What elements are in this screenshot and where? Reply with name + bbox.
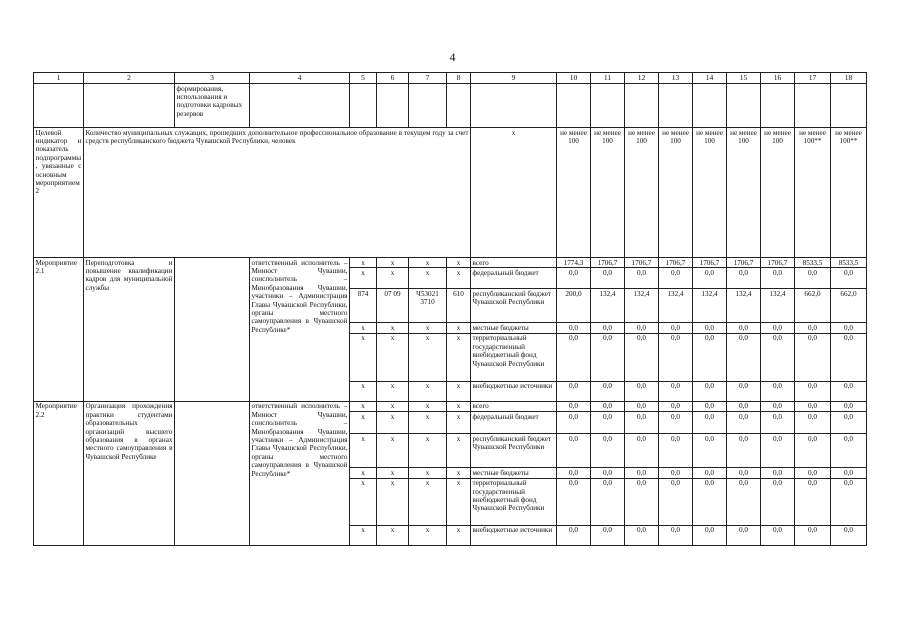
amount-value: 1706,7 bbox=[625, 258, 659, 268]
target-item-code: х bbox=[409, 412, 447, 434]
amount-value: 0,0 bbox=[831, 412, 867, 434]
amount-value: 0,0 bbox=[693, 468, 727, 478]
empty-cell bbox=[409, 84, 447, 128]
expense-type-code: х bbox=[447, 258, 471, 268]
funding-source: федеральный бюджет bbox=[471, 412, 557, 434]
expense-type-code: х bbox=[447, 478, 471, 525]
expense-type-code: х bbox=[447, 268, 471, 289]
section-code: х bbox=[377, 412, 409, 434]
amount-value: 0,0 bbox=[727, 381, 761, 401]
funding-source: внебюджетные источники bbox=[471, 381, 557, 401]
amount-value: 0,0 bbox=[557, 323, 591, 333]
funding-source: местные бюджеты bbox=[471, 468, 557, 478]
target-item-code: х bbox=[409, 333, 447, 381]
expense-type-code: 610 bbox=[447, 289, 471, 323]
expense-type-code: х bbox=[447, 333, 471, 381]
funding-source: всего bbox=[471, 401, 557, 411]
amount-value: 0,0 bbox=[625, 323, 659, 333]
amount-value: 0,0 bbox=[727, 401, 761, 411]
amount-value: 0,0 bbox=[761, 478, 795, 525]
amount-value: 0,0 bbox=[557, 268, 591, 289]
empty-cell bbox=[377, 84, 409, 128]
amount-value: 0,0 bbox=[795, 401, 831, 411]
section-code: 07 09 bbox=[377, 289, 409, 323]
grbs-code: х bbox=[350, 478, 377, 525]
indicator-value: не менее 100** bbox=[831, 128, 867, 258]
amount-value: 0,0 bbox=[591, 478, 625, 525]
section-code: х bbox=[377, 478, 409, 525]
empty-cell bbox=[761, 84, 795, 128]
amount-value: 0,0 bbox=[659, 401, 693, 411]
amount-value: 0,0 bbox=[795, 268, 831, 289]
amount-value: 0,0 bbox=[761, 333, 795, 381]
funding-source: местные бюджеты bbox=[471, 323, 557, 333]
grbs-code: х bbox=[350, 525, 377, 545]
funding-source: территориальный государственный внебюджетный фонд Чувашской Республики bbox=[471, 333, 557, 381]
empty-cell bbox=[84, 84, 175, 128]
amount-value: 132,4 bbox=[659, 289, 693, 323]
amount-value: 0,0 bbox=[659, 381, 693, 401]
expense-type-code: х bbox=[447, 323, 471, 333]
amount-value: 662,0 bbox=[831, 289, 867, 323]
amount-value: 0,0 bbox=[831, 333, 867, 381]
column-number: 6 bbox=[377, 73, 409, 84]
amount-value: 1706,7 bbox=[591, 258, 625, 268]
column-number: 11 bbox=[591, 73, 625, 84]
amount-value: 0,0 bbox=[625, 478, 659, 525]
indicator-text: Количество муниципальных служащих, прошедших дополнительное профессиональное образование в текущем году за счет средств республиканского бюджета Чувашской Республики, человек bbox=[84, 128, 471, 258]
amount-value: 0,0 bbox=[591, 323, 625, 333]
empty-cell bbox=[795, 84, 831, 128]
expense-type-code: х bbox=[447, 381, 471, 401]
amount-value: 0,0 bbox=[727, 412, 761, 434]
amount-value: 0,0 bbox=[831, 525, 867, 545]
measure-executor: ответственный исполнитель – Минюст Чувашии, соисполнитель – Минобразования Чувашии, участники – Администрация Главы Чувашской Республики, органы местного самоуправления в Чувашской Республике* bbox=[250, 258, 350, 402]
section-code: х bbox=[377, 468, 409, 478]
amount-value: 0,0 bbox=[625, 401, 659, 411]
budget-table bbox=[33, 72, 867, 546]
column-number: 9 bbox=[471, 73, 557, 84]
amount-value: 0,0 bbox=[625, 434, 659, 468]
amount-value: 1706,7 bbox=[727, 258, 761, 268]
grbs-code: х bbox=[350, 468, 377, 478]
empty-cell bbox=[447, 84, 471, 128]
column-number: 5 bbox=[350, 73, 377, 84]
target-item-code: х bbox=[409, 323, 447, 333]
amount-value: 0,0 bbox=[795, 468, 831, 478]
amount-value: 0,0 bbox=[659, 323, 693, 333]
empty-cell bbox=[557, 84, 591, 128]
amount-value: 0,0 bbox=[625, 268, 659, 289]
amount-value: 0,0 bbox=[625, 412, 659, 434]
amount-value: 0,0 bbox=[693, 333, 727, 381]
amount-value: 0,0 bbox=[795, 323, 831, 333]
indicator-value: не менее 100 bbox=[557, 128, 591, 258]
empty-cell bbox=[471, 84, 557, 128]
section-code: х bbox=[377, 381, 409, 401]
amount-value: 132,4 bbox=[727, 289, 761, 323]
funding-source: территориальный государственный внебюджетный фонд Чувашской Республики bbox=[471, 478, 557, 525]
section-code: х bbox=[377, 401, 409, 411]
grbs-code: 874 bbox=[350, 289, 377, 323]
amount-value: 0,0 bbox=[795, 333, 831, 381]
amount-value: 0,0 bbox=[557, 434, 591, 468]
measure-id: Мероприятие 2.1 bbox=[34, 258, 84, 402]
amount-value: 0,0 bbox=[557, 468, 591, 478]
grbs-code: х bbox=[350, 401, 377, 411]
amount-value: 0,0 bbox=[659, 478, 693, 525]
empty-cell bbox=[175, 258, 250, 402]
empty-cell bbox=[175, 401, 250, 545]
measure-name: Переподготовка и повышение квалификации кадров для муниципальной службы bbox=[84, 258, 175, 402]
amount-value: 1706,7 bbox=[659, 258, 693, 268]
amount-value: 0,0 bbox=[761, 401, 795, 411]
amount-value: 0,0 bbox=[727, 268, 761, 289]
amount-value: 1706,7 bbox=[761, 258, 795, 268]
amount-value: 0,0 bbox=[591, 401, 625, 411]
indicator-source: х bbox=[471, 128, 557, 258]
grbs-code: х bbox=[350, 258, 377, 268]
funding-source: республиканский бюджет Чувашской Республики bbox=[471, 289, 557, 323]
column-number: 16 bbox=[761, 73, 795, 84]
amount-value: 0,0 bbox=[591, 333, 625, 381]
expense-type-code: х bbox=[447, 412, 471, 434]
amount-value: 0,0 bbox=[831, 268, 867, 289]
target-item-code: х bbox=[409, 525, 447, 545]
expense-type-code: х bbox=[447, 525, 471, 545]
funding-source: республиканский бюджет Чувашской Республики bbox=[471, 434, 557, 468]
target-item-code: х bbox=[409, 268, 447, 289]
column-number-row bbox=[34, 73, 867, 84]
amount-value: 0,0 bbox=[761, 412, 795, 434]
amount-value: 0,0 bbox=[693, 381, 727, 401]
target-item-code: х bbox=[409, 434, 447, 468]
amount-value: 8533,5 bbox=[831, 258, 867, 268]
empty-cell bbox=[831, 84, 867, 128]
indicator-value: не менее 100 bbox=[693, 128, 727, 258]
column-number: 15 bbox=[727, 73, 761, 84]
column-number: 10 bbox=[557, 73, 591, 84]
funding-source: федеральный бюджет bbox=[471, 268, 557, 289]
column-number: 2 bbox=[84, 73, 175, 84]
empty-cell bbox=[625, 84, 659, 128]
grbs-code: х bbox=[350, 333, 377, 381]
funding-source: внебюджетные источники bbox=[471, 525, 557, 545]
amount-value: 0,0 bbox=[795, 381, 831, 401]
amount-value: 0,0 bbox=[693, 525, 727, 545]
expense-type-code: х bbox=[447, 401, 471, 411]
amount-value: 0,0 bbox=[693, 268, 727, 289]
amount-value: 0,0 bbox=[761, 268, 795, 289]
indicator-value: не менее 100 bbox=[659, 128, 693, 258]
amount-value: 0,0 bbox=[727, 468, 761, 478]
amount-value: 0,0 bbox=[625, 381, 659, 401]
empty-cell bbox=[727, 84, 761, 128]
measure-row bbox=[34, 401, 867, 411]
indicator-value: не менее 100** bbox=[795, 128, 831, 258]
grbs-code: х bbox=[350, 381, 377, 401]
expense-type-code: х bbox=[447, 434, 471, 468]
amount-value: 0,0 bbox=[557, 478, 591, 525]
amount-value: 0,0 bbox=[761, 468, 795, 478]
amount-value: 0,0 bbox=[591, 434, 625, 468]
amount-value: 0,0 bbox=[727, 525, 761, 545]
amount-value: 0,0 bbox=[831, 323, 867, 333]
column-number: 1 bbox=[34, 73, 84, 84]
amount-value: 0,0 bbox=[831, 434, 867, 468]
target-item-code: х bbox=[409, 478, 447, 525]
amount-value: 0,0 bbox=[831, 478, 867, 525]
measure-name: Организация прохождения практики студентами образовательных организаций высшего образования в органах местного самоуправления в Чувашской Республике bbox=[84, 401, 175, 545]
column-number: 4 bbox=[250, 73, 350, 84]
expense-type-code: х bbox=[447, 468, 471, 478]
grbs-code: х bbox=[350, 412, 377, 434]
target-item-code: х bbox=[409, 258, 447, 268]
amount-value: 0,0 bbox=[557, 525, 591, 545]
amount-value: 0,0 bbox=[795, 478, 831, 525]
measure-executor: ответственный исполнитель – Минюст Чувашии, соисполнитель – Минобразования Чувашии, участники – Администрация Главы Чувашской Республики, органы местного самоуправления в Чувашской Республике* bbox=[250, 401, 350, 545]
amount-value: 0,0 bbox=[625, 333, 659, 381]
amount-value: 1774,3 bbox=[557, 258, 591, 268]
amount-value: 0,0 bbox=[625, 468, 659, 478]
column-number: 14 bbox=[693, 73, 727, 84]
empty-cell bbox=[693, 84, 727, 128]
continuation-text: формирования, использования и подготовки кадровых резервов bbox=[175, 84, 250, 128]
amount-value: 200,0 bbox=[557, 289, 591, 323]
target-item-code: х bbox=[409, 468, 447, 478]
section-code: х bbox=[377, 333, 409, 381]
funding-source: всего bbox=[471, 258, 557, 268]
amount-value: 0,0 bbox=[557, 401, 591, 411]
grbs-code: х bbox=[350, 323, 377, 333]
amount-value: 0,0 bbox=[591, 412, 625, 434]
indicator-value: не менее 100 bbox=[727, 128, 761, 258]
amount-value: 0,0 bbox=[557, 381, 591, 401]
amount-value: 132,4 bbox=[693, 289, 727, 323]
amount-value: 0,0 bbox=[659, 333, 693, 381]
amount-value: 8533,5 bbox=[795, 258, 831, 268]
amount-value: 0,0 bbox=[659, 468, 693, 478]
grbs-code: х bbox=[350, 434, 377, 468]
measure-id: Мероприятие 2.2 bbox=[34, 401, 84, 545]
amount-value: 0,0 bbox=[727, 478, 761, 525]
amount-value: 0,0 bbox=[761, 381, 795, 401]
amount-value: 0,0 bbox=[727, 434, 761, 468]
indicator-value: не менее 100 bbox=[761, 128, 795, 258]
amount-value: 0,0 bbox=[659, 412, 693, 434]
indicator-value: не менее 100 bbox=[625, 128, 659, 258]
amount-value: 0,0 bbox=[659, 434, 693, 468]
section-code: х bbox=[377, 323, 409, 333]
amount-value: 132,4 bbox=[591, 289, 625, 323]
amount-value: 0,0 bbox=[761, 323, 795, 333]
amount-value: 0,0 bbox=[761, 434, 795, 468]
column-number: 18 bbox=[831, 73, 867, 84]
amount-value: 0,0 bbox=[591, 525, 625, 545]
amount-value: 0,0 bbox=[659, 525, 693, 545]
section-code: х bbox=[377, 268, 409, 289]
amount-value: 0,0 bbox=[831, 468, 867, 478]
empty-cell bbox=[659, 84, 693, 128]
continuation-row bbox=[34, 84, 867, 128]
target-item-code: Ч53021 3710 bbox=[409, 289, 447, 323]
indicator-row bbox=[34, 128, 867, 258]
amount-value: 0,0 bbox=[761, 525, 795, 545]
column-number: 8 bbox=[447, 73, 471, 84]
empty-cell bbox=[350, 84, 377, 128]
column-number: 7 bbox=[409, 73, 447, 84]
amount-value: 0,0 bbox=[795, 434, 831, 468]
target-item-code: х bbox=[409, 381, 447, 401]
indicator-label: Целевой индикатор и показатель подпрограммы, увязанные с основным мероприятием 2 bbox=[34, 128, 84, 258]
amount-value: 1706,7 bbox=[693, 258, 727, 268]
indicator-value: не менее 100 bbox=[591, 128, 625, 258]
amount-value: 0,0 bbox=[557, 333, 591, 381]
amount-value: 0,0 bbox=[831, 381, 867, 401]
amount-value: 0,0 bbox=[591, 381, 625, 401]
section-code: х bbox=[377, 258, 409, 268]
amount-value: 132,4 bbox=[761, 289, 795, 323]
amount-value: 662,0 bbox=[795, 289, 831, 323]
grbs-code: х bbox=[350, 268, 377, 289]
section-code: х bbox=[377, 525, 409, 545]
target-item-code: х bbox=[409, 401, 447, 411]
amount-value: 0,0 bbox=[557, 412, 591, 434]
amount-value: 0,0 bbox=[659, 268, 693, 289]
amount-value: 0,0 bbox=[625, 525, 659, 545]
amount-value: 0,0 bbox=[693, 323, 727, 333]
page-number: 4 bbox=[449, 50, 456, 64]
amount-value: 0,0 bbox=[591, 268, 625, 289]
measure-row bbox=[34, 258, 867, 268]
empty-cell bbox=[34, 84, 84, 128]
amount-value: 0,0 bbox=[693, 412, 727, 434]
amount-value: 0,0 bbox=[831, 401, 867, 411]
empty-cell bbox=[591, 84, 625, 128]
column-number: 3 bbox=[175, 73, 250, 84]
column-number: 13 bbox=[659, 73, 693, 84]
amount-value: 0,0 bbox=[693, 401, 727, 411]
column-number: 17 bbox=[795, 73, 831, 84]
amount-value: 0,0 bbox=[727, 333, 761, 381]
amount-value: 0,0 bbox=[693, 434, 727, 468]
amount-value: 0,0 bbox=[795, 412, 831, 434]
amount-value: 132,4 bbox=[625, 289, 659, 323]
empty-cell bbox=[250, 84, 350, 128]
amount-value: 0,0 bbox=[795, 525, 831, 545]
column-number: 12 bbox=[625, 73, 659, 84]
amount-value: 0,0 bbox=[591, 468, 625, 478]
amount-value: 0,0 bbox=[693, 478, 727, 525]
amount-value: 0,0 bbox=[727, 323, 761, 333]
section-code: х bbox=[377, 434, 409, 468]
